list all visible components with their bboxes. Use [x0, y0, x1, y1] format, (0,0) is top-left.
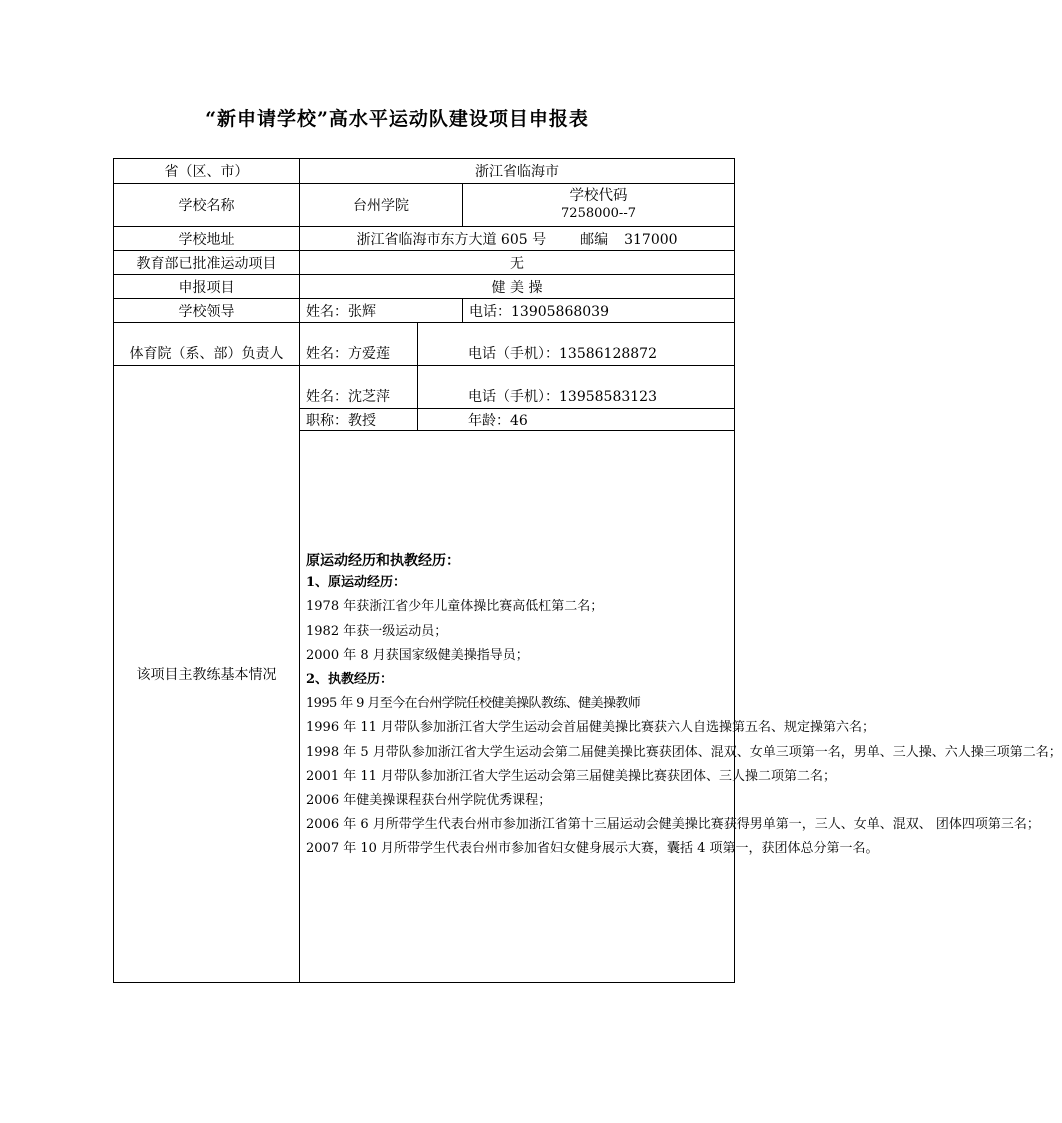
coaching-item: 1996 年 11 月带队参加浙江省大学生运动会首届健美操比赛获六人自选操第五名、规定操第六名； — [306, 720, 876, 736]
coaching-heading: 2、执教经历： — [306, 672, 394, 688]
postcode-value: 317000 — [624, 231, 678, 248]
school-code-label: 学校代码 — [569, 188, 628, 204]
row-coach-contact — [114, 366, 735, 409]
dept-head-name: 姓名：方爱莲 — [300, 323, 418, 366]
coach-label: 该项目主教练基本情况 — [114, 366, 300, 983]
approved-sports-value: 无 — [300, 251, 735, 275]
approved-sports-label: 教育部已批准运动项目 — [114, 251, 300, 275]
coach-history-cell — [300, 431, 1062, 983]
sports-item: 1982 年获一级运动员； — [306, 623, 448, 639]
history-heading: 原运动经历和执教经历： — [306, 553, 460, 570]
leader-phone: 电话：13905868039 — [463, 299, 735, 323]
row-province — [114, 159, 735, 184]
school-code-cell — [463, 184, 735, 227]
application-form-table — [113, 158, 1062, 983]
leader-name: 姓名：张辉 — [300, 299, 463, 323]
row-address — [114, 227, 735, 251]
coaching-item: 1995 年 9 月至今在台州学院任校健美操队教练、健美操教师 — [306, 696, 641, 712]
row-approved-sports — [114, 251, 735, 275]
project-value: 健 美 操 — [300, 275, 735, 299]
address-value: 浙江省临海市东方大道 605 号 — [356, 231, 547, 248]
address-cell — [300, 227, 735, 251]
coaching-item: 2006 年 6 月所带学生代表台州市参加浙江省第十三届运动会健美操比赛获得男单第一，三人、女单、混双、 团体四项第三名； — [306, 817, 1040, 833]
coaching-item: 2001 年 11 月带队参加浙江省大学生运动会第三届健美操比赛获团体、三人操二项第二名； — [306, 768, 837, 784]
coach-age: 年龄：46 — [418, 409, 735, 431]
coaching-item: 2006 年健美操课程获台州学院优秀课程； — [306, 792, 552, 808]
postcode-label: 邮编 — [580, 231, 609, 248]
province-value: 浙江省临海市 — [300, 159, 735, 184]
row-school — [114, 184, 735, 227]
row-dept-head — [114, 323, 735, 366]
sports-item: 2000 年 8 月获国家级健美操指导员； — [306, 647, 529, 663]
school-name-label: 学校名称 — [114, 184, 300, 227]
sports-item: 1978 年获浙江省少年儿童体操比赛高低杠第二名； — [306, 599, 604, 615]
coach-title: 职称：教授 — [300, 409, 418, 431]
project-label: 申报项目 — [114, 275, 300, 299]
school-code-value: 7258000--7 — [561, 206, 636, 221]
sports-heading: 1、原运动经历： — [306, 575, 407, 591]
leader-label: 学校领导 — [114, 299, 300, 323]
coaching-item: 1998 年 5 月带队参加浙江省大学生运动会第二届健美操比赛获团体、混双、女单三项第一名，男单、三人操、六人操三项第二名； — [306, 744, 1062, 760]
school-name-value: 台州学院 — [300, 184, 463, 227]
coaching-item: 2007 年 10 月所带学生代表台州市参加省妇女健身展示大赛，囊括 4 项第一，获团体总分第一名。 — [306, 841, 879, 857]
coach-phone: 电话（手机）：13958583123 — [418, 366, 735, 409]
row-leader — [114, 299, 735, 323]
row-project — [114, 275, 735, 299]
dept-head-phone: 电话（手机）：13586128872 — [418, 323, 735, 366]
page-title: “新申请学校”高水平运动队建设项目申报表 — [205, 108, 589, 130]
dept-head-label: 体育院（系、部）负责人 — [114, 323, 300, 366]
address-label: 学校地址 — [114, 227, 300, 251]
province-label: 省（区、市） — [114, 159, 300, 184]
coach-name: 姓名：沈芝萍 — [300, 366, 418, 409]
